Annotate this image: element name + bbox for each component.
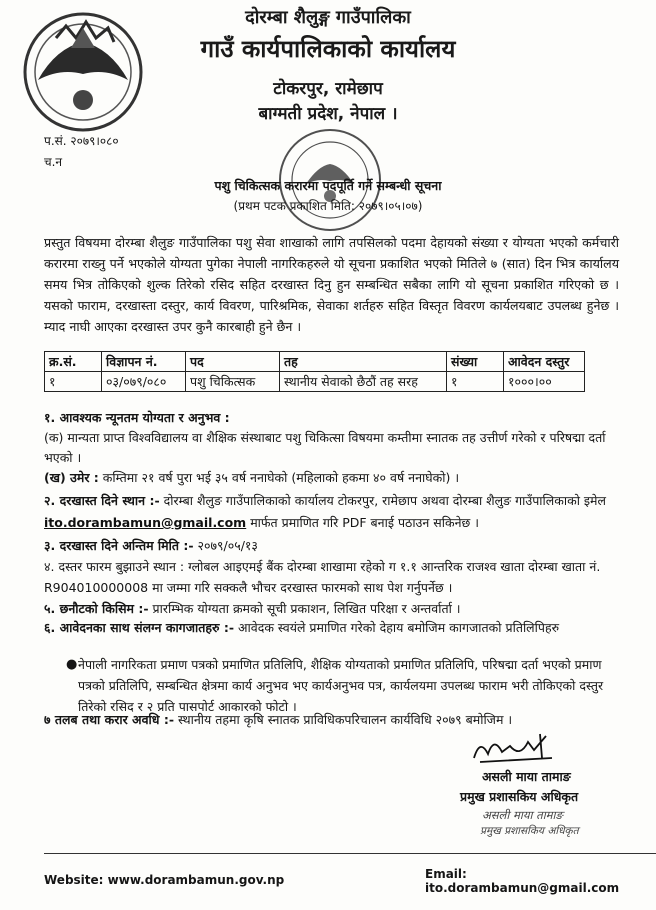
stamp-title: प्रमुख प्रशासकिय अधिकृत (480, 825, 579, 837)
application-place-text: दोरम्बा शैलुङ गाउँपालिकाको कार्यालय टोकरपुर, रामेछाप अथवा दोरम्बा शैलुङ गाउँपालिकाको इमेल (159, 493, 606, 508)
header-province: बाग्मती प्रदेश, नेपाल । (258, 104, 398, 124)
table-cell: पशु चिकित्सक (186, 372, 280, 392)
salary-text: स्थानीय तहमा कृषि स्नातक प्राविधिकपरिचालन कार्यविधि २०७९ बमोजिम । (174, 712, 513, 727)
footer-divider (44, 853, 656, 854)
requirement-1a: (क) मान्यता प्राप्त विश्वविद्यालय वा शैक्षिक संस्थाबाट पशु चिकित्सा विषयमा कम्तीमा स्नातक तह उत्तीर्ण गरेको र परिषद्मा दर्ता भएको । (44, 430, 606, 465)
table-header-row (45, 352, 585, 372)
selection-label: ५. छनौटको किसिम :- (44, 601, 149, 616)
stamp-name: असली माया तामाङ (482, 808, 563, 822)
notice-title: पशु चिकित्सक करारमा पदपूर्ति गर्ने सम्बन्धी सूचना (214, 178, 442, 193)
requirement-7 (44, 710, 614, 730)
table-cell: ०३/०७९/०८० (102, 372, 186, 392)
header-cell: आवेदन दस्तुर (504, 352, 585, 372)
reference-number: प.सं. २०७९।०८० (44, 134, 119, 148)
footer-email[interactable]: Email: ito.dorambamun@gmail.com (425, 867, 620, 895)
header-cell: क्र.सं. (45, 352, 102, 372)
vacancy-table (44, 351, 585, 392)
bullet-icon: ● (66, 657, 78, 672)
signature-mark (470, 728, 560, 768)
header-cell: विज्ञापन नं. (102, 352, 186, 372)
requirement-5 (44, 599, 614, 619)
table-cell: १ (447, 372, 504, 392)
office-title: गाउँ कार्यपालिकाको कार्यालय (200, 35, 456, 63)
header-cell: तह (280, 352, 447, 372)
header-cell: संख्या (447, 352, 504, 372)
requirement-3 (44, 536, 614, 556)
footer-website[interactable]: Website: www.dorambamun.gov.np (44, 873, 285, 887)
requirement-1b (44, 468, 614, 488)
application-place-label: २. दरखास्त दिने स्थान :- (44, 493, 160, 508)
table-cell: स्थानीय सेवाको छैठौं तह सरह (280, 372, 447, 392)
documents-bullet: नेपाली नागरिकता प्रमाण पत्रको प्रमाणित प्रतिलिपि, शैक्षिक योग्यताको प्रमाणित प्रतिलिपि, परिषद्मा दर्ता भएको प्रमाण पत्रको प्रतिलिपि, सम्बन्धित क्षेत्रमा कार्य अनुभव भए कार्यअनुभव पत्र, कार्यलयमा उपलब्ध फाराम भरी तोकिएको दस्तुर तिरेको रसिद र २ प्रति पासपोर्ट आकारको फोटो । (78, 657, 604, 714)
age-label: (ख) उमेर : (44, 470, 99, 485)
deadline-date: २०७९/०५/१३ (193, 538, 258, 553)
application-place-tail: मार्फत प्रमाणित गरि PDF बनाई पठाउन सकिनेछ । (246, 515, 480, 530)
email-link[interactable]: ito.dorambamun@gmail.com (44, 515, 247, 530)
requirement-6 (44, 618, 614, 638)
header-address: टोकरपुर, रामेछाप (273, 79, 383, 99)
requirement-2 (44, 490, 614, 534)
header-cell: पद (186, 352, 280, 372)
table-row (45, 372, 585, 392)
table-cell: १०००।०० (504, 372, 585, 392)
selection-text: प्रारम्भिक योग्यता क्रमको सूची प्रकाशन, लिखित परिक्षा र अन्तर्वार्ता । (148, 601, 461, 616)
documents-label: ६. आवेदनका साथ संलग्न कागजातहरु :- (44, 620, 235, 635)
signatory-title: प्रमुख प्रशासकिय अधिकृत (460, 789, 579, 804)
signatory-name: असली माया तामाङ (482, 769, 571, 784)
age-text: कम्तिमा २१ वर्ष पुरा भई ३५ वर्ष ननाघेको (महिलाको हकमा ४० वर्ष ननाघेको) । (98, 470, 460, 485)
notice-subtitle: (प्रथम पटक प्रकाशित मिति: २०७९।०५।०७) (233, 199, 423, 213)
intro-paragraph: प्रस्तुत विषयमा दोरम्बा शैलुङ गाउँपालिका पशु सेवा शाखाको लागि तपसिलको पदमा देहायको संख्या र योग्यता भएको कर्मचारी करारमा राख्नु पर्ने भएकोले योग्यता पुगेका नेपाली नागरिकहरुले यो सूचना प्रकाशित भएको मितिले ७ (सात) दिन भित्र कार्यालय समय भित्र तोकिएको शुल्क तिरेको रसिद सहित दरखास्त दिनु हुन सम्बन्धित सबैका लागि यो सूचना प्रकाशित गरिएको छ । यसको फाराम, दरखास्ता दस्तुर, कार्य विवरण, पारिश्रमिक, सेवाका शर्तहरु सहित विस्तृत विवरण कार्यलयबाट उपलब्ध हुनेछ । म्याद नाघी आएका दरखास्त उपर कुनै कारबाही हुने छैन । (44, 235, 619, 334)
dispatch-number: च.न (44, 155, 63, 169)
header-line-1: दोरम्बा शैलुङ्ग गाउँपालिका (245, 7, 411, 28)
requirement-4: ४. दस्तर फारम बुझाउने स्थान : ग्लोबल आइएमई बैंक दोरम्बा शाखामा रहेको ग १.१ आन्तरिक राजश्व खाता दोरम्बा खाता नं. R904010000008 मा जम्मा गरि सक्कलै भौचर दरखास्त फारमको साथ पेश गर्नुपर्नेछ । (44, 559, 601, 595)
requirement-1-heading: १. आवश्यक न्यूनतम योग्यता र अनुभव : (44, 410, 230, 425)
documents-text: आवेदक स्वयंले प्रमाणित गरेको देहाय बमोजिम कागजातको प्रतिलिपिहरु (234, 620, 560, 635)
salary-label: ७ तलब तथा करार अवधि :- (44, 712, 175, 727)
table-cell: १ (45, 372, 102, 392)
deadline-label: ३. दरखास्त दिने अन्तिम मिति :- (44, 538, 194, 553)
